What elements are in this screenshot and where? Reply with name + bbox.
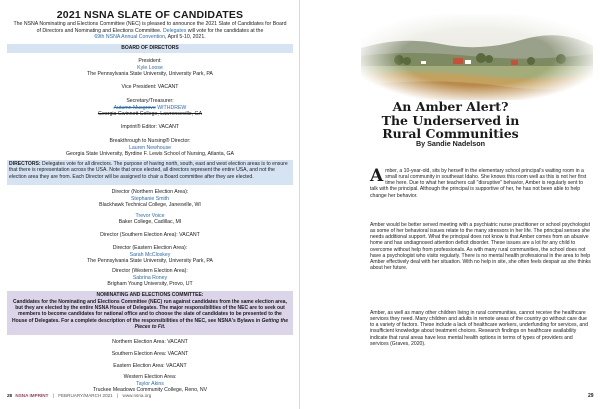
director-south-entry: Director (Southern Election Area): VACANT [100, 232, 200, 238]
nec-north-entry: Northern Election Area: VACANT [112, 339, 188, 345]
director-west-c1-school: Brigham Young University, Provo, UT [107, 281, 193, 287]
slate-intro [12, 21, 288, 41]
nec-west-school: Truckee Meadows Community College, Reno, NV [92, 387, 208, 393]
breakthrough-name: Lauren Newhouse [128, 144, 172, 151]
board-header: BOARD OF DIRECTORS [121, 45, 179, 51]
breakthrough-school: Georgia State University, Byrdine F. Lewis School of Nursing, Atlanta, GA [66, 151, 234, 157]
article-paragraph-2: Amber would be better served meeting with a psychiatric nurse practitioner or school psychologist as some of her behavioral issues relate to the many stressors in her life. The principal senses she needs additional support. What the principal does not know is that Amber comes from an abusive home and has undiagnosed attention deficit disorder. These issues are a lot for any child to overcome without help from professionals. As with many rural communities, the school does not have a psychologist who visits regularly. There is no mental health professional in the area to help Amber effectively deal with her situation. With no help in site, she often feels despair as she thinks about her future. [370, 222, 591, 272]
president-role: President: [138, 58, 162, 64]
director-west-entry [7, 268, 293, 288]
footer-separator-1: | [52, 393, 54, 398]
director-east-role: Director (Eastern Election Area): [112, 245, 188, 251]
article-title-line1: An Amber Alert? [392, 99, 509, 114]
left-page-number: 28 [7, 393, 13, 398]
director-east-c1-name: Sarah McCloskey [129, 251, 171, 258]
president-name: Kyle Loose [137, 64, 163, 71]
rural-landscape-image [361, 14, 593, 100]
nec-band [7, 291, 293, 335]
nec-west-role: Western Election Area: [123, 374, 177, 380]
board-header-band [7, 44, 293, 53]
vice-president-entry: Vice President: VACANT [121, 84, 179, 90]
footer-issue: FEBRUARY/MARCH 2021 [58, 393, 113, 398]
president-school: The Pennsylvania State University, University Park, PA [87, 71, 213, 77]
secretary-role: Secretary/Treasurer: [126, 98, 174, 104]
intro-line1: The NSNA Nominating and Elections Committee (NEC) is pleased to announce the 2021 Slate of Candidates for [13, 21, 272, 27]
footer-site[interactable]: www.nsna.org [122, 393, 152, 398]
nec-east-entry: Eastern Election Area: VACANT [113, 363, 187, 369]
intro-convention-link[interactable]: 69th NSNA Annual Convention [94, 34, 165, 41]
director-east-entry [7, 245, 293, 265]
slate-title: 2021 NSNA SLATE OF CANDIDATES [56, 9, 244, 21]
article-paragraph-3: Amber, as well as many other children living in rural communities, cannot receive the healthcare services they need. Many children and adults in remote areas of the country go without care due to a variety of factors. These include a lack of healthcare workers, underfunding for services, and insufficient knowledge about treatment choices. Research findings on healthcare availability indicate that rural areas have less mental health options in terms of types of providers and services (Graves, 2020). [370, 310, 588, 347]
footer-separator-2: | [117, 393, 119, 398]
rural-landscape-photo [361, 14, 593, 100]
directors-note [9, 161, 291, 180]
director-north-c2-school: Baker College, Cadillac, MI [118, 219, 182, 225]
nec-note-text: Candidates for the Nominating and Elections Committee (NEC) run against candidates from the same election area, but they are elected by the entire NSNA House of Delegates. The major responsibilities of the NEC are to seek out members to become candidates for national office and to choose the slate of candidates to be presented to the House of Delegates. For a complete description of the responsibilities of the NEC, see NSNA's Bylaws in [12, 299, 287, 324]
secretary-school-struck: Georgia Gwinnett College, Lawrenceville, GA [97, 111, 203, 117]
breakthrough-entry [7, 138, 293, 158]
article-title-line2: The Underserved in [381, 112, 520, 128]
nec-west-name: Taylor Akins [136, 380, 164, 387]
director-north-c1-school: Blackhawk Technical College, Janesville, WI [99, 202, 201, 208]
secretary-withdrew: WITHDREW [157, 104, 187, 111]
director-north-entry [7, 189, 293, 226]
director-north-role: Director (Northern Election Area): [111, 189, 189, 195]
article-paragraph-1 [370, 168, 592, 199]
right-page [301, 0, 600, 409]
footer-magazine: NSNA IMPRINT [15, 393, 49, 398]
directors-note-band [7, 160, 293, 185]
intro-delegates-link[interactable]: Delegates [162, 27, 187, 34]
intro-line3b: , April 5-10, 2021. [164, 34, 206, 41]
secretary-entry [7, 98, 293, 118]
article-title-line3: Rural Communities [382, 126, 519, 141]
director-north-c2-name: Trevor Voice [135, 212, 165, 219]
nec-south-entry: Southern Election Area: VACANT [111, 351, 189, 357]
intro-line2c: will vote for the candidates at the [187, 27, 264, 34]
right-page-number: 29 [588, 393, 594, 399]
article-title [307, 100, 594, 141]
directors-note-text: Delegates vote for all directors. The purpose of having north, south, east and west election areas is to ensure that there is representation across the USA. Note that once elected, all directors represent the entire USA, and not the election area they are from. Each Director will be assigned to chair a Board committee after they are elected. [9, 161, 288, 180]
director-north-c1-name: Stephanie Smith [130, 195, 170, 202]
article-byline: By Sandie Nadelson [415, 139, 486, 148]
left-footer [7, 393, 293, 398]
nec-note-italic: Getting the Pieces to Fit [134, 317, 288, 330]
intro-line2a: Board of Directors and Nominating and Elections Committee. [36, 21, 287, 34]
nec-west-entry [7, 374, 293, 394]
director-west-c1-name: Sabrina Roney [132, 274, 168, 281]
nec-note [10, 299, 290, 330]
nec-note-end: . [164, 323, 166, 330]
president-entry [7, 58, 293, 78]
secretary-name-struck: Autumn Musgrove [113, 104, 156, 111]
director-west-role: Director (Western Election Area): [112, 268, 188, 274]
article-p1-text: mber, a 10-year-old, sits by herself in the elementary school principal's waiting room in a small rural community in southeast Idaho. She knows this room well as this is not her first time here. Due to what her teachers call "disruptive" behavior, Amber is regularly sent to talk with the principal. Although the principal is supportive of her, he has not been able to help change her behavior. [370, 168, 587, 199]
breakthrough-role: Breakthrough to Nursing® Director: [109, 138, 191, 144]
director-east-c1-school: The Pennsylvania State University, University Park, PA [87, 258, 213, 264]
nec-header: NOMINATING AND ELECTIONS COMMITTEE: [96, 292, 204, 298]
directors-note-label: DIRECTORS: [9, 161, 41, 167]
article-dropcap: A [370, 166, 384, 186]
imprint-editor-entry: Imprint® Editor: VACANT [120, 124, 180, 130]
